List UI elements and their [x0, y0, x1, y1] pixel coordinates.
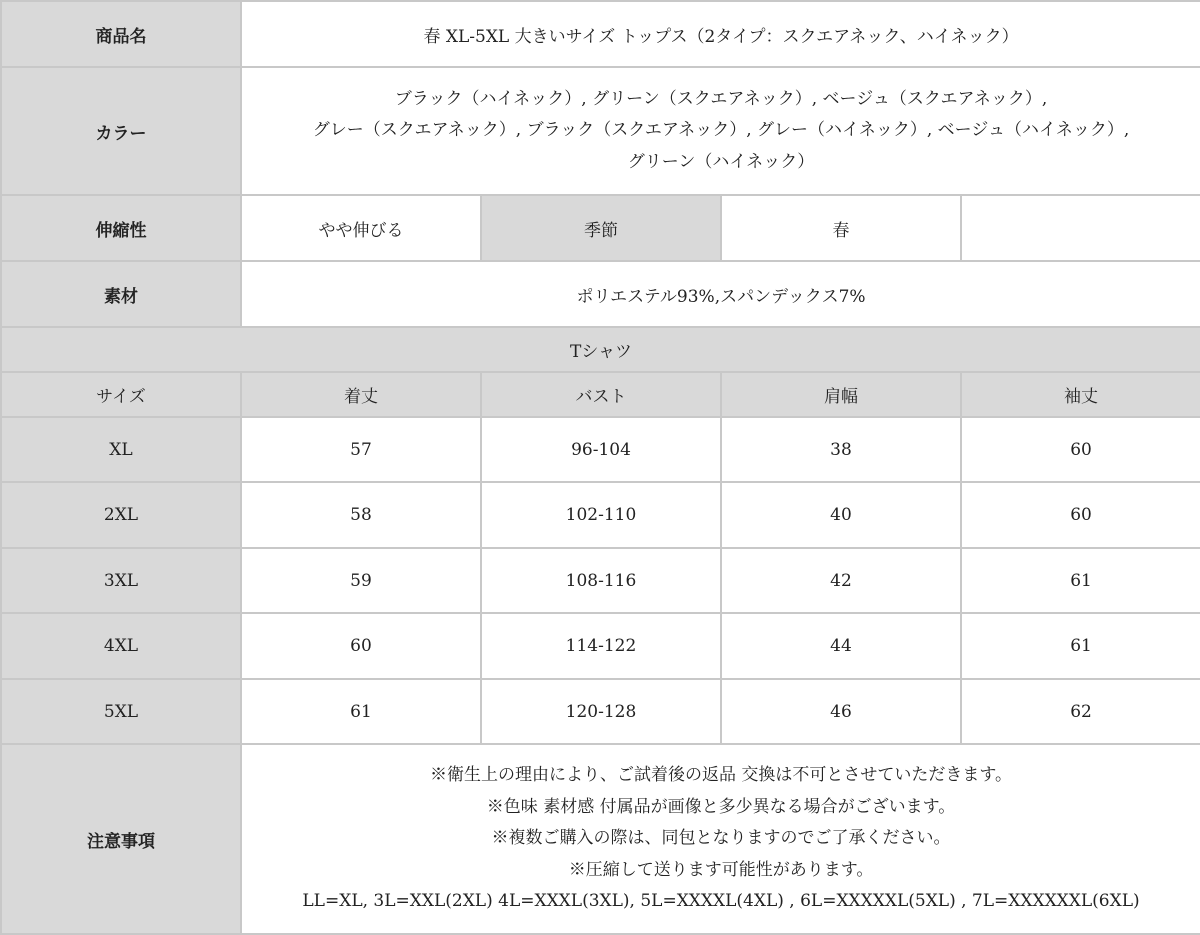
sleeve-cell: 60 [961, 482, 1200, 548]
bust-cell: 102-110 [481, 482, 721, 548]
length-cell: 61 [241, 679, 481, 744]
color-line: グリーン（ハイネック） [627, 151, 815, 172]
note-line: ※衛生上の理由により、ご試着後の返品 交換は不可とさせていただきます。 [430, 765, 1013, 786]
season-label: 季節 [481, 195, 721, 261]
note-line: ※複数ご購入の際は、同包となりますのでご了承ください。 [491, 828, 951, 849]
color-value [241, 67, 1200, 195]
bust-cell: 120-128 [481, 679, 721, 744]
size-row [1, 548, 1200, 613]
length-cell: 58 [241, 482, 481, 548]
stretch-value: やや伸びる [241, 195, 481, 261]
notes-row [1, 744, 1200, 934]
stretch-label: 伸縮性 [1, 195, 241, 261]
length-column-header: 着丈 [241, 372, 481, 417]
notes-value [241, 744, 1200, 934]
product-name-value: 春 XL-5XL 大きいサイズ トップス（2タイプ：スクエアネック、ハイネック） [241, 1, 1200, 67]
note-line: ※圧縮して送ります可能性があります。 [568, 859, 874, 880]
material-label: 素材 [1, 261, 241, 327]
sleeve-cell: 62 [961, 679, 1200, 744]
length-cell: 57 [241, 417, 481, 482]
stretch-season-row [1, 195, 1200, 261]
size-row [1, 679, 1200, 744]
size-cell: 3XL [1, 548, 241, 613]
bust-cell: 114-122 [481, 613, 721, 679]
color-line: ブラック（ハイネック）, グリーン（スクエアネック）, ベージュ（スクエアネック）, [394, 88, 1048, 109]
color-row [1, 67, 1200, 195]
size-row [1, 417, 1200, 482]
empty-cell [961, 195, 1200, 261]
size-table-title-row [1, 327, 1200, 372]
product-name-row [1, 1, 1200, 67]
season-value: 春 [721, 195, 961, 261]
notes-label: 注意事項 [1, 744, 241, 934]
size-cell: 4XL [1, 613, 241, 679]
shoulder-cell: 40 [721, 482, 961, 548]
size-row [1, 613, 1200, 679]
length-cell: 59 [241, 548, 481, 613]
size-cell: 2XL [1, 482, 241, 548]
size-cell: 5XL [1, 679, 241, 744]
color-label: カラー [1, 67, 241, 195]
bust-cell: 96-104 [481, 417, 721, 482]
note-line: LL=XL, 3L=XXL(2XL) 4L=XXXL(3XL), 5L=XXXXL(4XL) , 6L=XXXXXL(5XL) , 7L=XXXXXXL(6XL) [302, 891, 1140, 912]
product-name-label: 商品名 [1, 1, 241, 67]
material-row [1, 261, 1200, 327]
shoulder-column-header: 肩幅 [721, 372, 961, 417]
note-line: ※色味 素材感 付属品が画像と多少異なる場合がございます。 [486, 796, 956, 817]
size-cell: XL [1, 417, 241, 482]
size-row [1, 482, 1200, 548]
shoulder-cell: 42 [721, 548, 961, 613]
color-line: グレー（スクエアネック）, ブラック（スクエアネック）, グレー（ハイネック）, ベージュ（ハイネック）, [312, 120, 1130, 141]
size-column-header: サイズ [1, 372, 241, 417]
bust-cell: 108-116 [481, 548, 721, 613]
length-cell: 60 [241, 613, 481, 679]
bust-column-header: バスト [481, 372, 721, 417]
shoulder-cell: 44 [721, 613, 961, 679]
sleeve-column-header: 袖丈 [961, 372, 1200, 417]
material-value: ポリエステル93%,スパンデックス7% [241, 261, 1200, 327]
size-table-header-row [1, 372, 1200, 417]
shoulder-cell: 38 [721, 417, 961, 482]
sleeve-cell: 60 [961, 417, 1200, 482]
sleeve-cell: 61 [961, 548, 1200, 613]
size-table-title: Tシャツ [1, 327, 1200, 372]
shoulder-cell: 46 [721, 679, 961, 744]
sleeve-cell: 61 [961, 613, 1200, 679]
